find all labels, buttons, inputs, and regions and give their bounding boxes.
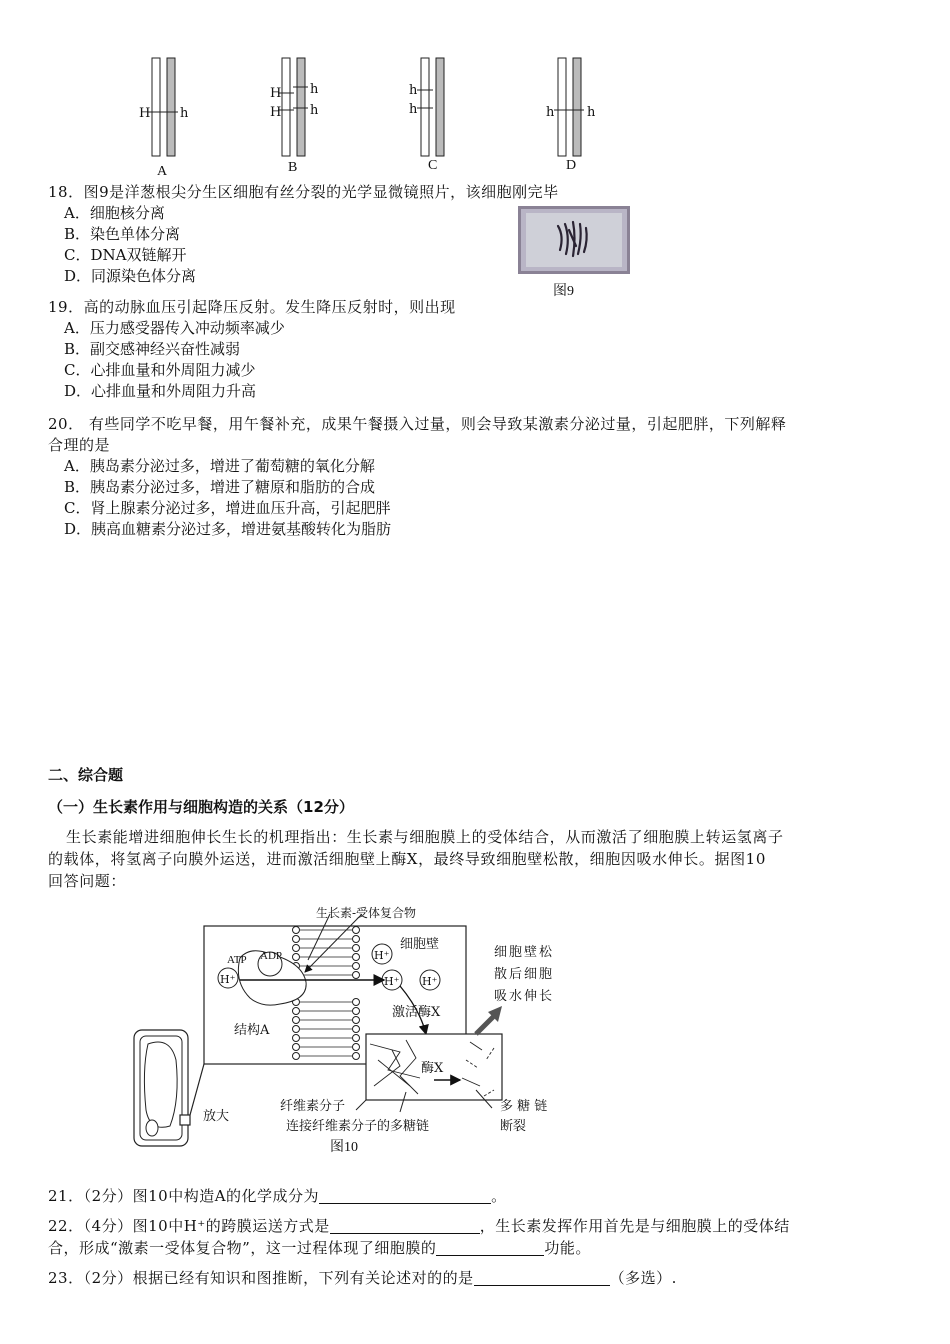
intro-line3: 回答问题： — [48, 872, 127, 890]
fig10-caption: 图10 — [330, 1140, 358, 1155]
label-result-2: 散后细胞 — [494, 967, 555, 982]
label-complex: 生长素-受体复合物 — [316, 906, 417, 920]
q22-text-c: 合，形成“激素一受体复合物”，这一过程体现了细胞膜的 — [48, 1239, 437, 1257]
panel-label-c: C — [428, 158, 438, 173]
panel-label-b: B — [288, 160, 298, 175]
label-broken-1: 多 糖 链 — [500, 1099, 548, 1114]
q21-text: 21．（2分）图10中构造A的化学成分为 — [48, 1187, 320, 1205]
label-polysaccharide: 连接纤维素分子的多糖链 — [286, 1119, 430, 1134]
q23-end: （多选）. — [609, 1269, 677, 1287]
chromosome-figure — [120, 50, 640, 180]
label-enzyme: 酶X — [421, 1061, 444, 1076]
q21 — [48, 1186, 507, 1207]
mark-b-left-1: H — [270, 86, 282, 101]
q22-text-b: ，生长素发挥作用首先是与细胞膜上的受体结 — [479, 1217, 790, 1235]
label-result-1: 细胞壁松 — [494, 945, 555, 960]
intro-line2: 的载体，将氢离子向膜外运送，进而激活细胞壁上酶X，最终导致细胞壁松散，细胞因吸水伸长。据图10 — [48, 850, 766, 868]
section-title: 二、综合题 — [48, 766, 124, 784]
micrograph-image — [518, 206, 630, 274]
q18-stem: 18．图9是洋葱根尖分生区细胞有丝分裂的光学显微镜照片，该细胞刚完毕 — [48, 183, 559, 201]
mark-c-left-1: h — [409, 83, 418, 98]
q21-answer-blank[interactable] — [319, 1187, 491, 1204]
q22-text-d: 功能。 — [544, 1239, 591, 1257]
q20-stem-line2: 合理的是 — [48, 436, 111, 454]
mark-a-right: h — [180, 106, 189, 121]
label-structure-a: 结构A — [234, 1023, 270, 1038]
q20-option-c: C．肾上腺素分泌过多，增进血压升高，引起肥胖 — [64, 499, 391, 517]
label-broken-2: 断裂 — [500, 1119, 527, 1134]
intro-line1: 生长素能增进细胞伸长生长的机理指出：生长素与细胞膜上的受体结合，从而激活了细胞膜上转运氢离子 — [66, 828, 784, 846]
mark-b-right-1: h — [310, 82, 319, 97]
panel-label-a: A — [157, 164, 168, 179]
q23-answer-blank[interactable] — [474, 1269, 610, 1286]
label-adp: ADP — [260, 950, 283, 962]
mark-d-left: h — [546, 105, 555, 120]
q19-stem: 19．高的动脉血压引起降压反射。发生降压反射时，则出现 — [48, 298, 456, 316]
q22-line1 — [48, 1216, 790, 1237]
q22-answer-blank-2[interactable] — [436, 1239, 544, 1256]
q18-option-d: D．同源染色体分离 — [64, 267, 197, 285]
label-h-plus-1: H⁺ — [220, 973, 236, 986]
label-h-plus-2: H⁺ — [374, 949, 390, 962]
q21-end: 。 — [491, 1187, 507, 1205]
q23-text: 23．（2分）根据已经有知识和图推断，下列有关论述对的的是 — [48, 1269, 474, 1287]
section-subtitle: （一）生长素作用与细胞构造的关系（12分） — [48, 798, 354, 816]
mark-a-left: H — [139, 106, 151, 121]
label-enlarge: 放大 — [203, 1109, 230, 1124]
q23 — [48, 1268, 677, 1289]
q19-option-b: B．副交感神经兴奋性减弱 — [64, 340, 241, 358]
mark-c-left-2: h — [409, 102, 418, 117]
label-atp: ATP — [227, 954, 247, 966]
mark-b-left-2: H — [270, 105, 282, 120]
q20-option-d: D．胰高血糖素分泌过多，增进氨基酸转化为脂肪 — [64, 520, 392, 538]
q18-option-b: B．染色单体分离 — [64, 225, 181, 243]
label-h-plus-3: H⁺ — [384, 975, 400, 988]
q20-option-b: B．胰岛素分泌过多，增进了糖原和脂肪的合成 — [64, 478, 376, 496]
q20-stem-line1: 20． 有些同学不吃早餐，用午餐补充，成果午餐摄入过量，则会导致某激素分泌过量，引起肥胖，下列解释 — [48, 415, 787, 433]
q22-answer-blank-1[interactable] — [330, 1217, 480, 1234]
label-cell-wall: 细胞壁 — [400, 937, 440, 952]
mark-b-right-2: h — [310, 103, 319, 118]
fig9-caption: 图9 — [553, 284, 574, 299]
label-h-plus-4: H⁺ — [422, 975, 438, 988]
q22-text-a: 22．（4分）图10中H⁺的跨膜运送方式是 — [48, 1217, 330, 1235]
panel-label-d: D — [566, 158, 577, 173]
q18-option-c: C．DNA双链解开 — [64, 246, 187, 264]
q19-option-a: A．压力感受器传入冲动频率减少 — [64, 319, 285, 337]
q20-option-a: A．胰岛素分泌过多，增进了葡萄糖的氧化分解 — [64, 457, 375, 475]
label-activate-enzyme: 激活酶X — [392, 1005, 441, 1020]
mark-d-right: h — [587, 105, 596, 120]
label-result-3: 吸水伸长 — [494, 989, 555, 1004]
label-cellulose: 纤维素分子 — [280, 1099, 346, 1114]
q19-option-c: C．心排血量和外周阻力减少 — [64, 361, 256, 379]
q19-option-d: D．心排血量和外周阻力升高 — [64, 382, 257, 400]
q22-line2 — [48, 1238, 591, 1259]
q18-option-a: A．细胞核分离 — [64, 204, 165, 222]
